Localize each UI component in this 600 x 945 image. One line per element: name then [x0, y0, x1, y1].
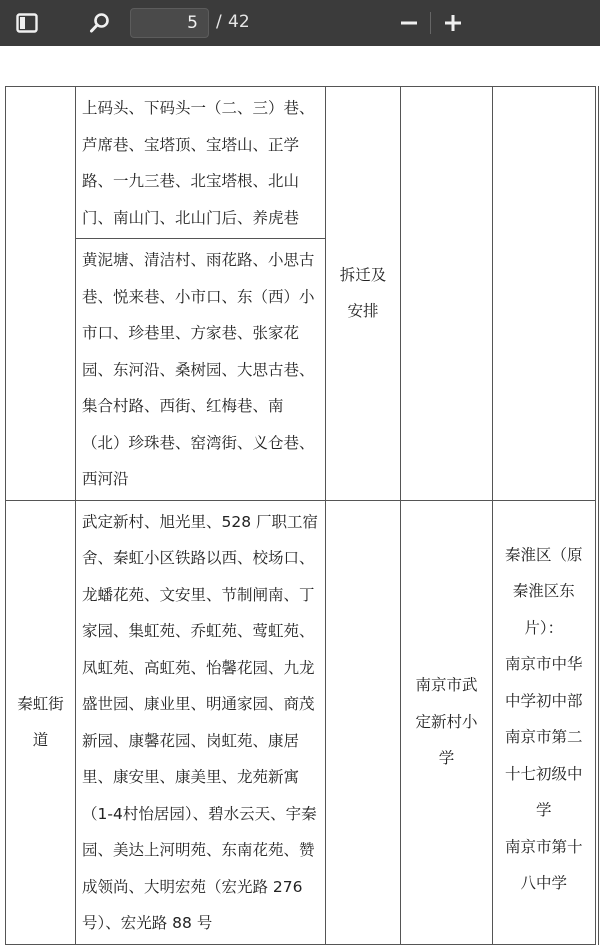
middle-school-district: 秦淮区（原秦淮区东片）： [504, 545, 583, 637]
page-separator: / [216, 12, 222, 32]
table-row [6, 87, 597, 239]
sidebar-toggle-button[interactable] [14, 11, 40, 35]
school-district-table [5, 86, 599, 945]
middle-school-cell [493, 500, 597, 944]
pdf-toolbar [0, 0, 600, 46]
plus-icon [444, 14, 462, 32]
middle-school-cell-empty [493, 87, 597, 501]
street-cell-empty [6, 87, 76, 501]
street-name-cell: 秦虹街道 [6, 500, 76, 944]
table-row [6, 500, 597, 944]
note-cell-empty [326, 500, 401, 944]
middle-school-name: 南京市中华中学初中部 [504, 655, 583, 710]
middle-school-name: 南京市第十八中学 [504, 837, 583, 892]
sidebar-toggle-icon [16, 13, 38, 33]
document-page [0, 46, 600, 932]
primary-school-cell-empty [401, 87, 493, 501]
search-button[interactable] [87, 10, 113, 36]
zoom-in-button[interactable] [440, 10, 466, 36]
address-list-cell: 上码头、下码头一（二、三）巷、芦席巷、宝塔顶、宝塔山、正学路、一九三巷、北宝塔根、北山门、南山门、北山门后、养虎巷 [76, 87, 326, 239]
note-cell: 拆迁及安排 [326, 87, 401, 501]
zoom-out-button[interactable] [396, 10, 422, 36]
middle-school-name: 南京市第二十七初级中学 [504, 728, 583, 819]
address-list-cell: 武定新村、旭光里、528 厂职工宿舍、秦虹小区铁路以西、校场口、龙蟠花苑、文安里、节制闸南、丁家园、集虹苑、乔虹苑、莺虹苑、凤虹苑、高虹苑、怡馨花园、九龙盛世园、康业里、明通家园、商茂新园、康馨花园、岗虹苑、康居里、康安里、康美里、龙苑新寓（1-4村怡居园）、碧水云天、宇秦园、美达上河明苑、东南花苑、赞成领尚、大明宏苑（宏光路 276 号）、宏光路 88 号 [76, 500, 326, 944]
minus-icon [400, 14, 418, 32]
page-total: 42 [228, 12, 250, 32]
primary-school-cell: 南京市武定新村小学 [401, 500, 493, 944]
toolbar-divider [430, 12, 431, 34]
page-number-input[interactable] [130, 8, 209, 38]
search-icon [89, 12, 111, 34]
address-list-cell: 黄泥塘、清洁村、雨花路、小思古巷、悦来巷、小市口、东（西）小市口、珍巷里、方家巷、张家花园、东河沿、桑树园、大思古巷、集合村路、西街、红梅巷、南（北）珍珠巷、窑湾街、义仓巷、西河沿 [76, 239, 326, 501]
